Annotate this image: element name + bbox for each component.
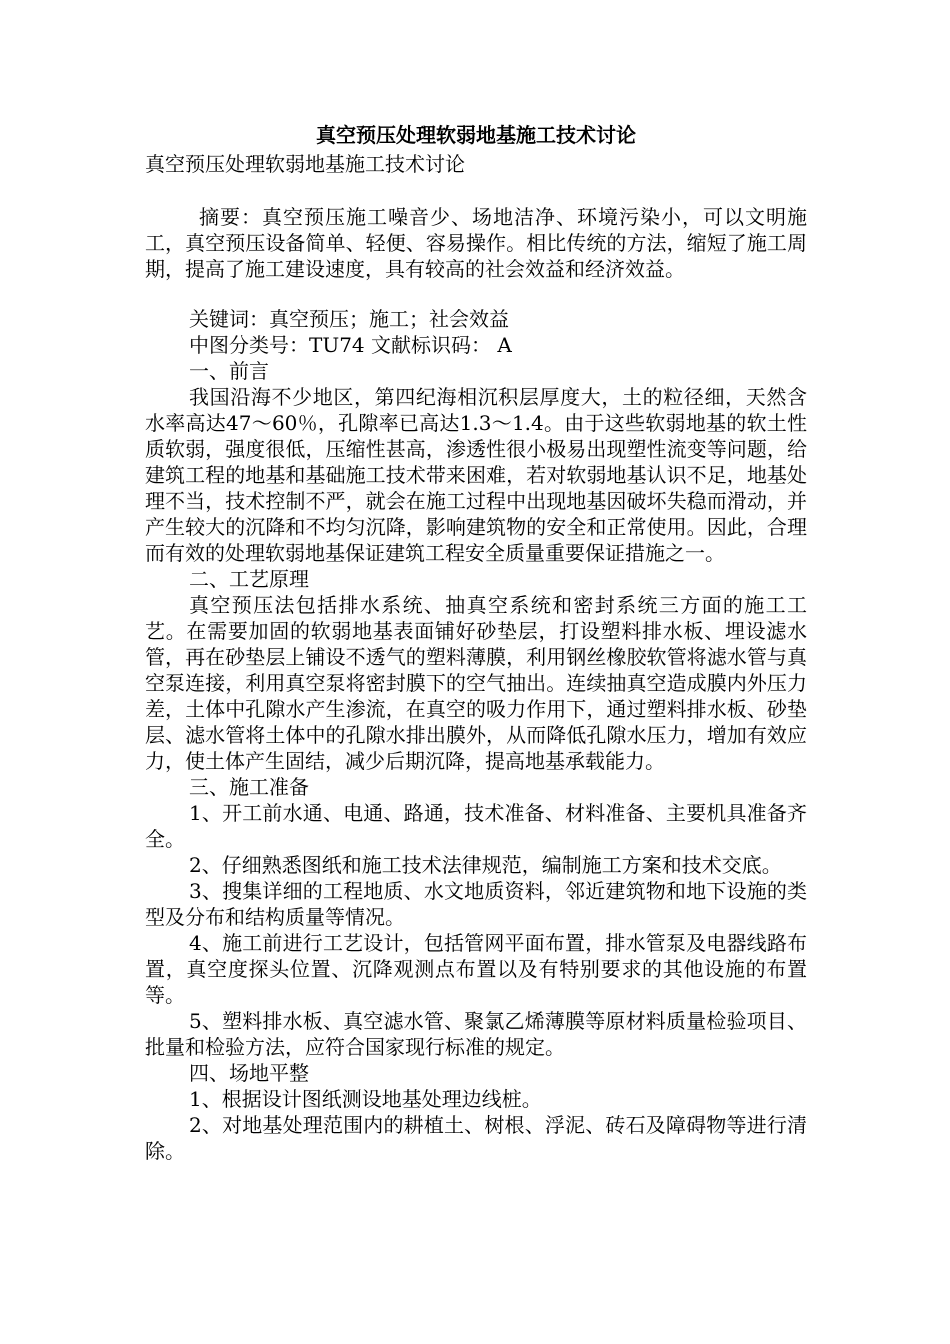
body-paragraph: 3、搜集详细的工程地质、水文地质资料，邻近建筑物和地下设施的类型及分布和结构质量等情况。 [145, 879, 807, 929]
body-paragraph: 2、对地基处理范围内的耕植土、树根、浮泥、砖石及障碍物等进行清除。 [145, 1113, 807, 1163]
body-paragraph: 1、根据设计图纸测设地基处理边线桩。 [189, 1087, 542, 1111]
section-heading: 四、场地平整 [189, 1061, 309, 1085]
body-paragraph: 真空预压法包括排水系统、抽真空系统和密封系统三方面的施工工艺。在需要加固的软弱地基表面铺好砂垫层，打设塑料排水板、埋设滤水管，再在砂垫层上铺设不透气的塑料薄膜，利用钢丝橡胶软管将滤水管与真空泵连接，利用真空泵将密封膜下的空气抽出。连续抽真空造成膜内外压力差，土体中孔隙水产生渗流，在真空的吸力作用下，通过塑料排水板、砂垫层、滤水管将土体中的孔隙水排出膜外，从而降低孔隙水压力，增加有效应力，使土体产生固结，减少后期沉降，提高地基承载能力。 [145, 593, 807, 773]
body-paragraph: 2、仔细熟悉图纸和施工技术法律规范，编制施工方案和技术交底。 [189, 853, 782, 877]
section-heading: 一、前言 [189, 359, 269, 383]
section-heading: 三、施工准备 [189, 775, 309, 799]
document-title: 真空预压处理软弱地基施工技术讨论 [316, 123, 636, 147]
body-paragraph: 1、开工前水通、电通、路通，技术准备、材料准备、主要机具准备齐全。 [145, 801, 807, 851]
keywords-line: 关键词：真空预压；施工；社会效益 [189, 307, 509, 331]
document-body [145, 120, 807, 1164]
classification-line: 中图分类号：TU74 文献标识码： A [189, 333, 512, 357]
body-paragraph: 我国沿海不少地区，第四纪海相沉积层厚度大，土的粒径细，天然含水率高达47～60％，孔隙率已高达1.3～1.4。由于这些软弱地基的软土性质软弱，强度很低，压缩性甚高，渗透性很小极易出现塑性流变等问题，给建筑工程的地基和基础施工技术带来困难，若对软弱地基认识不足，地基处理不当，技术控制不严，就会在施工过程中出现地基因破坏失稳而滑动，并产生较大的沉降和不均匀沉降，影响建筑物的安全和正常使用。因此，合理而有效的处理软弱地基保证建筑工程安全质量重要保证措施之一。 [145, 385, 807, 565]
body-paragraph: 5、塑料排水板、真空滤水管、聚氯乙烯薄膜等原材料质量检验项目、批量和检验方法，应符合国家现行标准的规定。 [145, 1009, 807, 1059]
section-heading: 二、工艺原理 [189, 567, 309, 591]
abstract-paragraph: 摘要：真空预压施工噪音少、场地洁净、环境污染小，可以文明施工，真空预压设备简单、轻便、容易操作。相比传统的方法，缩短了施工周期，提高了施工建设速度，具有较高的社会效益和经济效益。 [145, 205, 807, 281]
document-subtitle: 真空预压处理软弱地基施工技术讨论 [145, 152, 465, 176]
body-paragraph: 4、施工前进行工艺设计，包括管网平面布置，排水管泵及电器线路布置，真空度探头位置、沉降观测点布置以及有特别要求的其他设施的布置等。 [145, 931, 807, 1007]
